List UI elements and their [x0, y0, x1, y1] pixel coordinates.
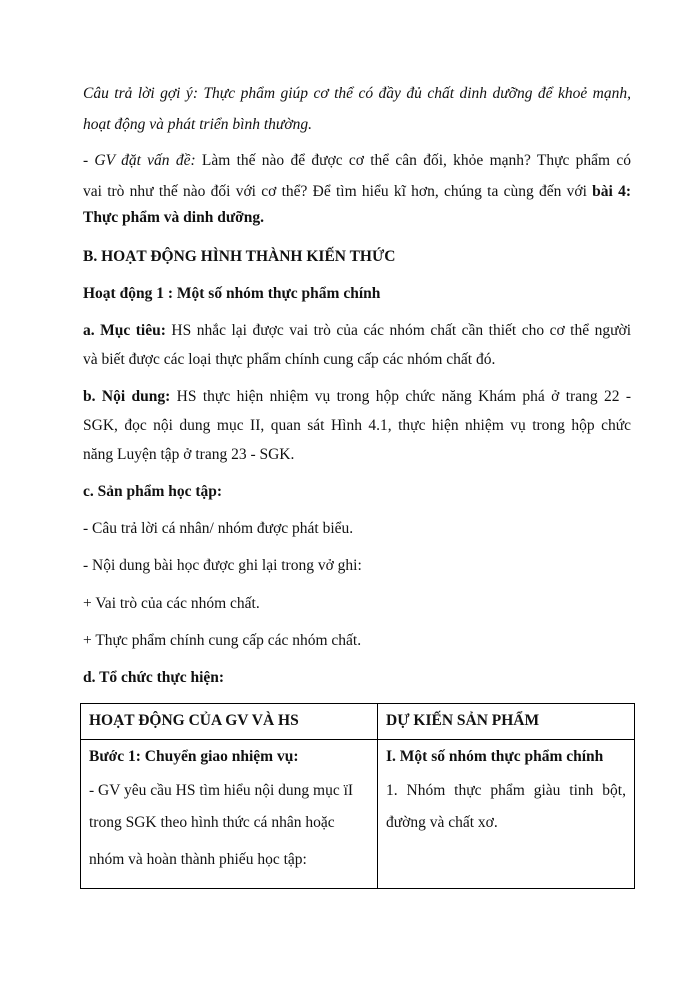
content-text-1: HS thực hiện nhiệm vụ trong hộp chức năng Khám phá ở trang 22 - — [176, 388, 631, 405]
product-cell — [378, 740, 635, 889]
objective-label: a. Mục tiêu: — [83, 322, 166, 339]
product-line: 1. Nhóm thực phẩm giàu tinh bột, — [386, 781, 626, 799]
activity-table — [80, 703, 635, 889]
activity-line: nhóm và hoàn thành phiếu học tập: — [89, 850, 307, 868]
gv-line-2 — [83, 184, 631, 200]
content-line-2: SGK, đọc nội dung mục II, quan sát Hình 4.1, thực hiện nhiệm vụ trong hộp chức — [83, 417, 631, 434]
answer-text-1: Thực phẩm giúp cơ thể có đầy đủ chất dinh dưỡng để khoẻ mạnh, — [203, 85, 631, 102]
products-heading: c. Sản phẩm học tập: — [83, 483, 223, 500]
gv-text-2: vai trò như thế nào đối với cơ thể? Để tìm hiểu kĩ hơn, chúng ta cùng đến với — [83, 183, 587, 200]
content-label: b. Nội dung: — [83, 388, 171, 405]
header-expected-product: DỰ KIẾN SẢN PHẨM — [378, 704, 635, 740]
gv-lesson-title: Thực phẩm và dinh dưỡng. — [83, 209, 264, 226]
step-title: Bước 1: Chuyển giao nhiệm vụ: — [89, 748, 299, 765]
product-line: đường và chất xơ. — [386, 814, 498, 831]
product-item: - Câu trả lời cá nhân/ nhóm được phát biểu. — [83, 520, 354, 537]
table-row — [81, 740, 635, 889]
product-item: - Nội dung bài học được ghi lại trong vở ghi: — [83, 557, 362, 574]
product-item: + Thực phẩm chính cung cấp các nhóm chất. — [83, 632, 362, 649]
food-group-title: I. Một số nhóm thực phẩm chính — [386, 748, 604, 765]
content-line-1 — [83, 389, 631, 405]
organization-heading: d. Tổ chức thực hiện: — [83, 669, 225, 686]
answer-line-2: hoạt động và phát triển bình thường. — [83, 116, 312, 133]
answer-label: Câu trả lời gợi ý: — [83, 85, 198, 102]
gv-text-1: Làm thế nào để được cơ thể cân đối, khỏe mạnh? Thực phẩm có — [201, 152, 631, 169]
activity-line: - GV yêu cầu HS tìm hiểu nội dung mục ïI — [89, 781, 354, 799]
gv-lesson-ref: bài 4: — [592, 183, 631, 200]
content-line-3: năng Luyện tập ở trang 23 - SGK. — [83, 446, 295, 463]
gv-line-1 — [83, 153, 631, 169]
table-header-row — [81, 704, 635, 740]
gv-prefix: - GV đặt vấn đề: — [83, 152, 196, 169]
objective-line-1 — [83, 323, 631, 339]
answer-line-1 — [83, 86, 631, 102]
activity-line: trong SGK theo hình thức cá nhân hoặc — [89, 814, 335, 831]
header-teacher-student: HOẠT ĐỘNG CỦA GV VÀ HS — [81, 704, 378, 740]
objective-line-2: và biết được các loại thực phẩm chính cung cấp các nhóm chất đó. — [83, 351, 496, 368]
activity-cell — [81, 740, 378, 889]
activity-title: Hoạt động 1 : Một số nhóm thực phẩm chính — [83, 285, 381, 302]
product-item: + Vai trò của các nhóm chất. — [83, 595, 260, 612]
objective-text-1: HS nhắc lại được vai trò của các nhóm chất cần thiết cho cơ thể người — [171, 322, 632, 339]
section-b-heading: B. HOẠT ĐỘNG HÌNH THÀNH KIẾN THỨC — [83, 248, 396, 265]
